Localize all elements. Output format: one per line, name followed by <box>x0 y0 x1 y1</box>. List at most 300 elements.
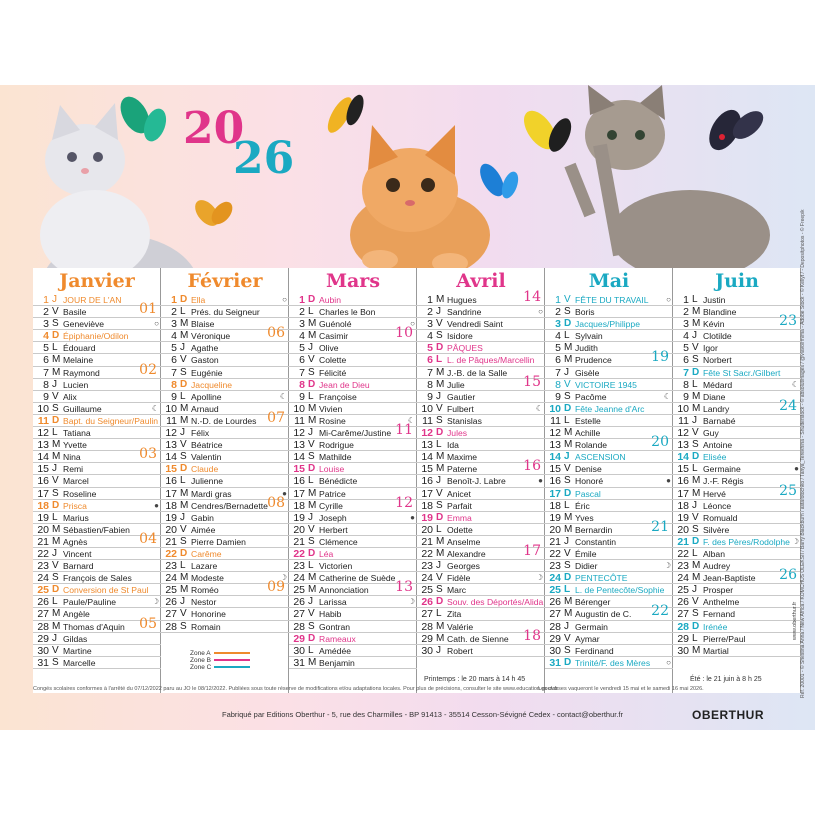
day-row <box>289 379 417 391</box>
moon-phase-icon: ● <box>154 500 159 510</box>
saint-name: Didier <box>575 561 598 572</box>
day-number: 18 <box>165 499 177 512</box>
day-row <box>673 294 801 306</box>
saint-name: Souv. des Déportés/Alida <box>447 597 544 608</box>
day-row <box>33 488 161 500</box>
saint-name: Justin <box>703 295 726 305</box>
saint-name: Germaine <box>703 464 741 475</box>
weekday-letter: S <box>692 354 699 366</box>
day-row <box>545 518 673 536</box>
weekday-letter: V <box>180 523 187 535</box>
saint-name: Jacques/Philippe <box>575 319 640 330</box>
saint-name: Larissa <box>319 597 347 608</box>
day-number: 19 <box>549 511 561 524</box>
day-number: 30 <box>677 644 689 657</box>
saint-name: Blandine <box>703 307 737 318</box>
week-number: 23 <box>779 313 797 330</box>
weekday-letter: M <box>564 439 573 451</box>
weekday-letter: L <box>692 378 698 390</box>
weekday-letter: L <box>52 596 58 608</box>
header-illustration <box>0 85 815 270</box>
day-row <box>161 439 289 451</box>
day-number: 13 <box>293 439 305 452</box>
day-row <box>673 463 801 475</box>
day-number: 24 <box>549 572 561 585</box>
weekday-letter: S <box>564 390 571 402</box>
day-number: 22 <box>165 547 177 560</box>
day-number: 24 <box>421 572 433 585</box>
saint-name: Julie <box>447 379 465 390</box>
day-number: 18 <box>293 499 305 512</box>
saint-name: Boris <box>575 307 595 318</box>
weekday-letter: S <box>692 439 699 451</box>
day-row <box>33 560 161 572</box>
day-row <box>161 475 289 487</box>
weekday-letter: D <box>308 463 316 475</box>
day-row <box>545 349 673 367</box>
day-row <box>33 475 161 487</box>
saint-name: Roseline <box>63 488 97 499</box>
weekday-letter: M <box>692 390 701 402</box>
weekday-letter: M <box>52 354 61 366</box>
weekday-letter: L <box>308 644 314 656</box>
footer-address: Fabriqué par Editions Oberthur - 5, rue des Charmilles - BP 91413 - 35514 Cesson-Sévigné Cedex - contact@oberthur.fr <box>222 710 624 719</box>
day-row <box>33 512 161 524</box>
month-name: Mars <box>325 270 381 292</box>
day-number: 7 <box>43 366 49 379</box>
week-number: 01 <box>139 301 157 318</box>
saint-name: Joseph <box>319 512 347 523</box>
saint-name: Ferdinand <box>575 645 614 656</box>
weekday-letter: J <box>436 475 441 487</box>
day-number: 29 <box>677 632 689 645</box>
weekday-letter: M <box>308 487 317 499</box>
saint-name: Paterne <box>447 464 478 475</box>
day-row <box>33 301 161 319</box>
day-number: 1 <box>171 294 177 306</box>
weekday-letter: D <box>180 294 188 305</box>
weekday-letter: D <box>180 547 188 559</box>
day-number: 30 <box>421 644 433 657</box>
weekday-letter: M <box>692 318 701 330</box>
saint-name: Raymond <box>63 367 100 378</box>
moon-phase-icon: ☽ <box>151 597 159 607</box>
weekday-letter: J <box>436 644 441 656</box>
month-column <box>161 268 289 693</box>
day-number: 11 <box>166 414 177 427</box>
day-number: 5 <box>555 342 561 355</box>
weekday-letter: M <box>308 572 317 584</box>
weekday-letter: L <box>436 523 442 535</box>
day-number: 12 <box>37 427 49 440</box>
day-row <box>673 397 801 415</box>
day-number: 8 <box>299 378 305 391</box>
saint-name: Gautier <box>447 391 476 402</box>
day-row <box>161 451 289 463</box>
day-number: 9 <box>427 390 433 403</box>
saint-name: Sébastien/Fabien <box>63 524 130 535</box>
saint-name: Mardi gras <box>191 488 232 499</box>
day-row <box>673 548 801 560</box>
weekday-letter: L <box>308 390 314 402</box>
zones-legend <box>190 650 250 671</box>
day-row <box>417 342 545 354</box>
day-number: 28 <box>165 620 177 633</box>
zone-b-label: Zone B <box>190 657 211 664</box>
month-column <box>417 268 545 693</box>
weekday-letter: D <box>308 378 316 390</box>
day-number: 27 <box>549 608 561 621</box>
day-row <box>417 627 545 645</box>
week-number: 02 <box>139 361 157 378</box>
saint-name: ASCENSION <box>575 452 626 463</box>
saint-name: Gisèle <box>575 367 600 378</box>
saint-name: Isidore <box>447 331 473 342</box>
saint-name: Émile <box>575 548 597 559</box>
day-number: 20 <box>165 523 177 536</box>
day-row <box>289 657 417 669</box>
day-row <box>289 608 417 620</box>
saint-name: Épiphanie/Odilon <box>63 331 129 342</box>
day-row <box>545 572 673 584</box>
weekday-letter: S <box>564 306 571 318</box>
saint-name: Lazare <box>191 561 218 572</box>
saint-name: J.-B. de la Salle <box>447 367 508 378</box>
saint-name: Jules <box>447 428 468 439</box>
day-number: 10 <box>37 402 49 415</box>
weekday-letter: V <box>564 547 571 559</box>
weekday-letter: J <box>436 306 441 318</box>
day-row <box>161 342 289 354</box>
month-column <box>33 268 161 693</box>
day-number: 10 <box>677 402 689 415</box>
day-number: 10 <box>165 402 177 415</box>
saint-name: Françoise <box>319 391 357 402</box>
day-number: 14 <box>165 451 177 464</box>
day-row <box>289 391 417 403</box>
ete-note: Été : le 21 juin à 8 h 25 <box>690 676 762 683</box>
day-number: 11 <box>294 414 305 427</box>
day-number: 21 <box>37 535 49 548</box>
saint-name: Martial <box>703 645 729 656</box>
day-row <box>289 367 417 379</box>
day-number: 28 <box>293 620 305 633</box>
day-row <box>161 524 289 536</box>
day-number: 23 <box>549 560 561 573</box>
zone-a-line <box>214 652 250 654</box>
day-number: 23 <box>165 560 177 573</box>
weekday-letter: M <box>436 620 445 632</box>
day-row <box>417 584 545 596</box>
day-row <box>161 608 289 620</box>
weekday-letter: M <box>52 523 61 535</box>
weekday-letter: S <box>52 572 59 584</box>
day-number: 19 <box>165 511 177 524</box>
weekday-letter: D <box>564 487 572 499</box>
weekday-letter: M <box>436 294 445 305</box>
day-number: 25 <box>677 584 689 597</box>
day-number: 29 <box>421 632 433 645</box>
day-row <box>545 451 673 463</box>
day-number: 5 <box>171 342 177 355</box>
day-number: 27 <box>677 608 689 621</box>
day-row <box>33 330 161 342</box>
day-row <box>289 621 417 633</box>
saint-name: Léa <box>319 548 334 559</box>
weekday-letter: L <box>52 511 58 523</box>
months-grid <box>33 268 801 693</box>
day-row <box>545 367 673 379</box>
day-row <box>161 367 289 379</box>
saint-name: Georges <box>447 561 480 572</box>
saint-name: Honoré <box>575 476 604 487</box>
weekday-letter: M <box>180 330 189 342</box>
saint-name: Agathe <box>191 343 219 354</box>
day-number: 6 <box>683 354 689 367</box>
day-row <box>289 633 417 645</box>
weekday-letter: M <box>308 656 317 668</box>
week-number: 17 <box>523 542 541 559</box>
saint-name: Benoît-J. Labre <box>447 476 506 487</box>
weekday-letter: M <box>180 584 189 596</box>
weekday-letter: J <box>180 427 185 439</box>
saint-name: Pascal <box>575 488 601 499</box>
weekday-letter: D <box>564 656 572 668</box>
day-number: 22 <box>293 547 305 560</box>
weekday-letter: D <box>180 463 188 475</box>
day-number: 27 <box>293 608 305 621</box>
day-row <box>289 306 417 318</box>
saint-name: Ida <box>447 440 459 451</box>
weekday-letter: V <box>436 572 443 584</box>
weekday-letter: J <box>52 463 57 475</box>
day-row <box>289 463 417 475</box>
weekday-letter: V <box>52 560 59 572</box>
day-row <box>289 494 417 512</box>
footer <box>0 700 815 730</box>
weekday-letter: L <box>436 439 442 451</box>
day-number: 14 <box>549 451 561 464</box>
week-number: 18 <box>523 627 541 644</box>
day-row <box>417 524 545 536</box>
weekday-letter: D <box>52 584 60 596</box>
day-row <box>33 463 161 475</box>
saint-name: VICTOIRE 1945 <box>575 379 637 390</box>
day-row <box>545 415 673 427</box>
day-number: 11 <box>550 414 561 427</box>
day-row <box>289 422 417 440</box>
saint-name: Hervé <box>703 488 726 499</box>
day-number: 8 <box>555 378 561 391</box>
saint-name: Yves <box>575 512 594 523</box>
saint-name: Patrice <box>319 488 346 499</box>
saint-name: Hugues <box>447 295 477 305</box>
saint-name: Elisée <box>703 452 727 463</box>
saint-name: PÂQUES <box>447 343 483 354</box>
day-row <box>545 294 673 306</box>
day-row <box>417 306 545 318</box>
butterfly-orange-icon <box>190 196 236 231</box>
day-row <box>289 548 417 560</box>
weekday-letter: V <box>692 342 699 354</box>
day-row <box>545 548 673 560</box>
weekday-letter: S <box>52 402 59 414</box>
weekday-letter: M <box>180 402 189 414</box>
day-number: 28 <box>677 620 689 633</box>
day-number: 16 <box>677 475 689 488</box>
saint-name: Cyrille <box>319 500 343 511</box>
day-number: 16 <box>549 475 561 488</box>
day-number: 24 <box>37 572 49 585</box>
saint-name: Bernardin <box>575 524 613 535</box>
day-number: 3 <box>43 318 49 331</box>
day-row <box>289 524 417 536</box>
saint-name: Melaine <box>63 355 94 366</box>
day-row <box>417 330 545 342</box>
weekday-letter: M <box>564 596 573 608</box>
day-row <box>289 512 417 524</box>
saint-name: Rosine <box>319 415 346 426</box>
ginger-kitten-illustration <box>350 125 490 280</box>
day-number: 30 <box>37 644 49 657</box>
month-name: Janvier <box>59 270 135 292</box>
moon-phase-icon: ● <box>538 476 543 486</box>
day-number: 14 <box>421 451 433 464</box>
saint-name: Marcel <box>63 476 89 487</box>
saint-name: Léonce <box>703 500 732 511</box>
weekday-letter: J <box>564 366 569 378</box>
day-row <box>161 560 289 572</box>
day-number: 21 <box>677 535 689 548</box>
saint-name: Louise <box>319 464 345 475</box>
day-number: 21 <box>293 535 305 548</box>
saint-name: Bérenger <box>575 597 611 608</box>
day-number: 4 <box>299 330 305 343</box>
day-number: 9 <box>299 390 305 403</box>
day-row <box>33 361 161 379</box>
weekday-letter: M <box>180 318 189 330</box>
saint-name: Guénolé <box>319 319 352 330</box>
day-row <box>673 367 801 379</box>
day-number: 17 <box>293 487 305 500</box>
tabby-kitten-illustration <box>570 85 770 280</box>
weekday-letter: J <box>52 547 57 559</box>
butterfly-yellow-icon <box>323 93 367 137</box>
saint-name: Bénédicte <box>319 476 358 487</box>
day-number: 12 <box>165 427 177 440</box>
day-row <box>417 289 545 306</box>
day-number: 13 <box>421 439 433 452</box>
saint-name: Modeste <box>191 573 224 584</box>
day-row <box>33 657 161 669</box>
day-number: 11 <box>37 414 49 427</box>
saint-name: Béatrice <box>191 440 223 451</box>
day-row <box>161 354 289 366</box>
saint-name: Benjamin <box>319 657 355 668</box>
weekday-letter: D <box>692 535 700 547</box>
day-number: 14 <box>293 451 305 464</box>
weekday-letter: M <box>692 306 701 318</box>
day-number: 17 <box>165 487 177 500</box>
saint-name: Sylvain <box>575 331 603 342</box>
saint-name: Odette <box>447 524 473 535</box>
day-row <box>33 415 161 427</box>
day-row <box>545 536 673 548</box>
day-number: 8 <box>171 378 177 391</box>
day-number: 13 <box>37 439 49 452</box>
moon-phase-icon: ● <box>410 512 415 522</box>
day-row <box>545 463 673 475</box>
day-row <box>161 325 289 343</box>
day-number: 1 <box>555 294 561 306</box>
month-column <box>545 268 673 693</box>
day-row <box>673 596 801 608</box>
day-number: 11 <box>422 414 433 427</box>
day-row <box>289 403 417 415</box>
moon-phase-icon: ☾ <box>151 403 159 413</box>
photo-credits: Réf. 20001 - © Shestina Anna / New Africa / KOMCHUS OLEKSII / Barry Blackburn / astafotochko / Tanya_Terekhina - Shutterstock - © absolutimages / @viavoirmima - Adobe Stock - © Keliyt / - Depositphotos - © Freepik <box>800 209 806 698</box>
day-number: 23 <box>677 560 689 573</box>
saint-name: Marius <box>63 512 89 523</box>
day-row <box>417 458 545 476</box>
school-holidays-note: Congés scolaires conformes à l'arrêté du 07/12/2022 paru au JO le 08/12/2022. Publiées sous toute réserve de modifications et/ou adaptations locales. Pour plus de précisions, consulter le site www.education.gouv.fr <box>33 686 558 692</box>
day-number: 5 <box>299 342 305 355</box>
saint-name: Gaston <box>191 355 219 366</box>
saint-name: Judith <box>575 343 598 354</box>
weekday-letter: S <box>308 366 315 378</box>
saint-name: Jacqueline <box>191 379 233 390</box>
saint-name: Pierre/Paul <box>703 633 746 644</box>
day-number: 20 <box>677 523 689 536</box>
day-row <box>33 500 161 512</box>
day-row <box>289 342 417 354</box>
day-row <box>33 633 161 645</box>
day-row <box>33 318 161 330</box>
saint-name: Emma <box>447 512 472 523</box>
day-row <box>289 560 417 572</box>
weekday-letter: V <box>52 306 59 318</box>
day-row <box>289 645 417 657</box>
day-row <box>545 330 673 342</box>
day-row <box>161 391 289 403</box>
day-row <box>545 633 673 645</box>
day-row <box>545 584 673 596</box>
saint-name: Valérie <box>447 621 474 632</box>
day-number: 18 <box>549 499 561 512</box>
saint-name: Olive <box>319 343 339 354</box>
day-number: 30 <box>549 644 561 657</box>
day-row <box>33 403 161 415</box>
saint-name: Carême <box>191 548 222 559</box>
saint-name: Agnès <box>63 536 88 547</box>
weekday-letter: D <box>564 572 572 584</box>
day-number: 26 <box>549 596 561 609</box>
saint-name: Irénée <box>703 621 728 632</box>
saint-name: Casimir <box>319 331 349 342</box>
weekday-letter: V <box>180 608 187 620</box>
day-number: 30 <box>293 644 305 657</box>
day-number: 16 <box>421 475 433 488</box>
weekday-letter: S <box>308 451 315 463</box>
day-number: 1 <box>427 294 433 306</box>
zone-a-label: Zone A <box>190 650 211 657</box>
zone-c-label: Zone C <box>190 664 212 671</box>
weekday-letter: D <box>308 547 316 559</box>
day-row <box>161 548 289 560</box>
moon-phase-icon: ☽ <box>791 536 799 546</box>
day-number: 22 <box>677 547 689 560</box>
saint-name: Victorien <box>319 561 353 572</box>
